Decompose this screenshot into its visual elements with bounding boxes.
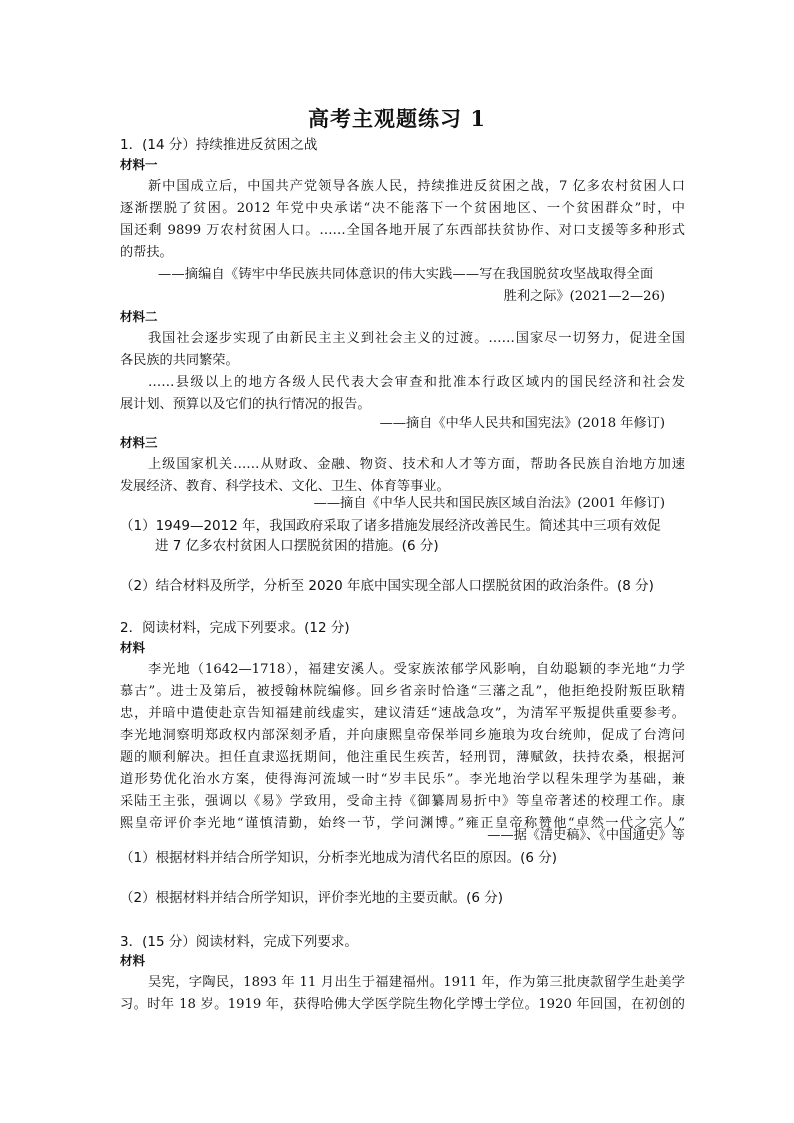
q1-material-1-line: 逐渐摆脱了贫困。2012 年党中央承诺“决不能落下一个贫困地区、一个贫困群众”时，中 <box>120 201 685 216</box>
q2-material-line: 慕古”。进士及第后，被授翰林院编修。回乡省亲时恰逢“三藩之乱”，他拒绝投附叛臣耿精 <box>120 684 685 699</box>
q3-material-line: 吴宪，字陶民，1893 年 11 月出生于福建福州。1911 年，作为第三批庚款留学生赴美学 <box>148 975 685 990</box>
q2-material-line: 李光地洞察明郑政权内部深刻矛盾，并向康熙皇帝保举同乡施琅为攻台统帅，促成了台湾问 <box>120 728 685 743</box>
q1-material-2-source: ——摘自《中华人民共和国宪法》(2018 年修订) <box>379 416 665 431</box>
q2-material-line: 采陆王主张，强调以《易》学致用，受命主持《御纂周易折中》等皇帝著述的校理工作。康 <box>120 794 685 809</box>
q3-material-label: 材料 <box>120 953 146 968</box>
q1-material-2-line: ……县级以上的地方各级人民代表大会审查和批准本行政区域内的国民经济和社会发 <box>148 375 685 390</box>
q1-material-2-line: 展计划、预算以及它们的执行情况的报告。 <box>120 397 371 412</box>
q2-material-line: 熙皇帝评价李光地“谨慎清勤，始终一节，学问渊博。”雍正皇帝称赞他“卓然一代之完人” <box>120 816 685 831</box>
q1-sub-question-1: （1）1949—2012 年，我国政府采取了诸多措施发展经济改善民生。简述其中三项有效促 <box>120 518 661 534</box>
q2-material-source: ——据《清史稿》、《中国通史》等 <box>487 828 685 843</box>
q1-material-1-line: 国还剩 9899 万农村贫困人口。……全国各地开展了东西部扶贫协作、对口支援等多种形式 <box>120 223 685 238</box>
q3-material-line: 习。时年 18 岁。1919 年，获得哈佛大学医学院生物化学博士学位。1920 年回国，在初创的 <box>120 997 685 1012</box>
q1-header: 1．(14 分）持续推进反贫困之战 <box>120 137 318 153</box>
q1-material-1-line: 新中国成立后，中国共产党领导各族人民，持续推进反贫困之战，7 亿多农村贫困人口 <box>148 179 685 194</box>
page-title: 高考主观题练习 1 <box>308 106 486 131</box>
q1-material-1-line: 的帮扶。 <box>120 245 173 260</box>
q2-header: 2．阅读材料，完成下列要求。(12 分) <box>120 620 350 636</box>
q1-material-3-source: ——摘自《中华人民共和国民族区域自治法》(2001 年修订) <box>313 496 665 511</box>
q1-material-2-line: 各民族的共同繁荣。 <box>120 353 239 368</box>
q1-material-1-label: 材料一 <box>120 157 158 172</box>
q1-material-3-line: 发展经济、教育、科学技术、文化、卫生、体育等事业。 <box>120 479 450 494</box>
q2-sub-question-2: （2）根据材料并结合所学知识，评价李光地的主要贡献。(6 分) <box>120 890 504 906</box>
q2-material-line: 李光地（1642—1718），福建安溪人。受家族浓郁学风影响，自幼聪颖的李光地“力学 <box>148 662 685 677</box>
q2-material-label: 材料 <box>120 640 146 655</box>
q1-sub-question-2: （2）结合材料及所学，分析至 2020 年底中国实现全部人口摆脱贫困的政治条件。(8 分) <box>120 578 654 594</box>
q1-material-1-source-cont: 胜利之际》(2021—2—26) <box>503 289 665 304</box>
q1-material-3-label: 材料三 <box>120 435 158 450</box>
q1-material-2-label: 材料二 <box>120 309 158 324</box>
q2-material-line: 忠，并暗中遣使赴京告知福建前线虚实，建议清廷“速战急攻”，为清军平叛提供重要参考。 <box>120 706 685 721</box>
q2-material-line: 题的顺利解决。担任直隶巡抚期间，他注重民生疾苦，轻刑罚，薄赋敛，扶持农桑，根据河 <box>120 750 685 765</box>
q1-sub-question-1-cont: 进 7 亿多农村贫困人口摆脱贫困的措施。(6 分) <box>155 538 439 554</box>
q2-material-line: 道形势优化治水方案，使得海河流域一时“岁丰民乐”。李光地治学以程朱理学为基础，兼 <box>120 772 685 787</box>
q2-sub-question-1: （1）根据材料并结合所学知识，分析李光地成为清代名臣的原因。(6 分) <box>120 850 558 866</box>
q3-header: 3．(15 分）阅读材料，完成下列要求。 <box>120 934 358 950</box>
q1-material-1-source: ——摘编自《铸牢中华民族共同体意识的伟大实践——写在我国脱贫攻坚战取得全面 <box>158 267 654 282</box>
q1-material-3-line: 上级国家机关……从财政、金融、物资、技术和人才等方面，帮助各民族自治地方加速 <box>148 457 685 472</box>
q1-material-2-line: 我国社会逐步实现了由新民主主义到社会主义的过渡。……国家尽一切努力，促进全国 <box>148 331 685 346</box>
